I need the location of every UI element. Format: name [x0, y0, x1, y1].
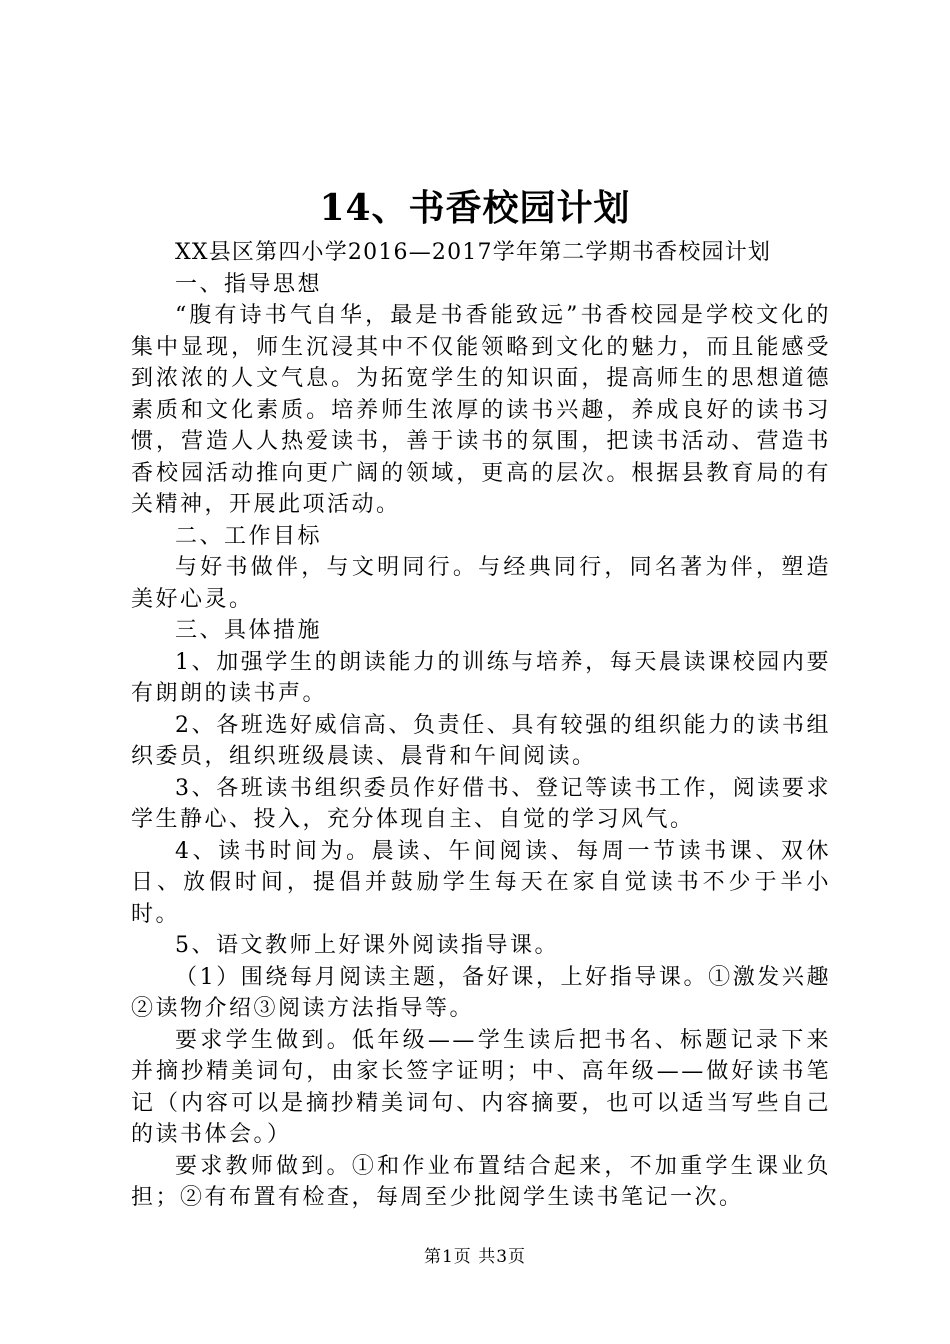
measure-item-5-sub-1: （1）围绕每月阅读主题，备好课，上好指导课。①激发兴趣②读物介绍③阅读方法指导等。 [131, 964, 831, 1021]
measure-item-3: 3、各班读书组织委员作好借书、登记等读书工作，阅读要求学生静心、投入，充分体现自主、自觉的学习风气。 [131, 775, 831, 832]
page-footer-number: 第1页 共3页 [423, 1247, 527, 1267]
measure-item-4: 4、读书时间为。晨读、午间阅读、每周一节读书课、双休日、放假时间，提倡并鼓励学生每天在家自觉读书不少于半小时。 [131, 838, 831, 927]
document-title: 14、书香校园计划 [319, 187, 631, 229]
measure-item-2: 2、各班选好威信高、负责任、具有较强的组织能力的读书组织委员，组织班级晨读、晨背和午间阅读。 [131, 712, 831, 769]
paragraph-work-goals: 与好书做伴，与文明同行。与经典同行，同名著为伴，塑造美好心灵。 [131, 555, 831, 612]
requirement-students: 要求学生做到。低年级——学生读后把书名、标题记录下来并摘抄精美词句，由家长签字证明；中、高年级——做好读书笔记（内容可以是摘抄精美词句、内容摘要，也可以适当写些自己的读书体会。） [131, 1027, 831, 1147]
measure-item-1: 1、加强学生的朗读能力的训练与培养，每天晨读课校园内要有朗朗的读书声。 [131, 649, 831, 706]
section-heading-guiding-thought: 一、指导思想 [175, 271, 323, 297]
document-subtitle: XX县区第四小学2016—2017学年第二学期书香校园计划 [175, 240, 772, 265]
document-body [131, 237, 831, 1214]
section-heading-specific-measures: 三、具体措施 [175, 618, 323, 643]
paragraph-guiding-thought: “腹有诗书气自华，最是书香能致远”书香校园是学校文化的集中显现，师生沉浸其中不仅能领略到文化的魅力，而且能感受到浓浓的人文气息。为拓宽学生的知识面，提高师生的思想道德素质和文化素质。培养师生浓厚的读书兴趣，养成良好的读书习惯，营造人人热爱读书，善于读书的氛围，把读书活动、营造书香校园活动推向更广阔的领域，更高的层次。根据县教育局的有关精神，开展此项活动。 [131, 303, 831, 517]
measure-item-5: 5、语文教师上好课外阅读指导课。 [175, 933, 559, 958]
section-heading-work-goals: 二、工作目标 [175, 523, 323, 549]
requirement-teachers: 要求教师做到。①和作业布置结合起来，不加重学生课业负担；②有布置有检查，每周至少批阅学生读书笔记一次。 [131, 1153, 831, 1210]
